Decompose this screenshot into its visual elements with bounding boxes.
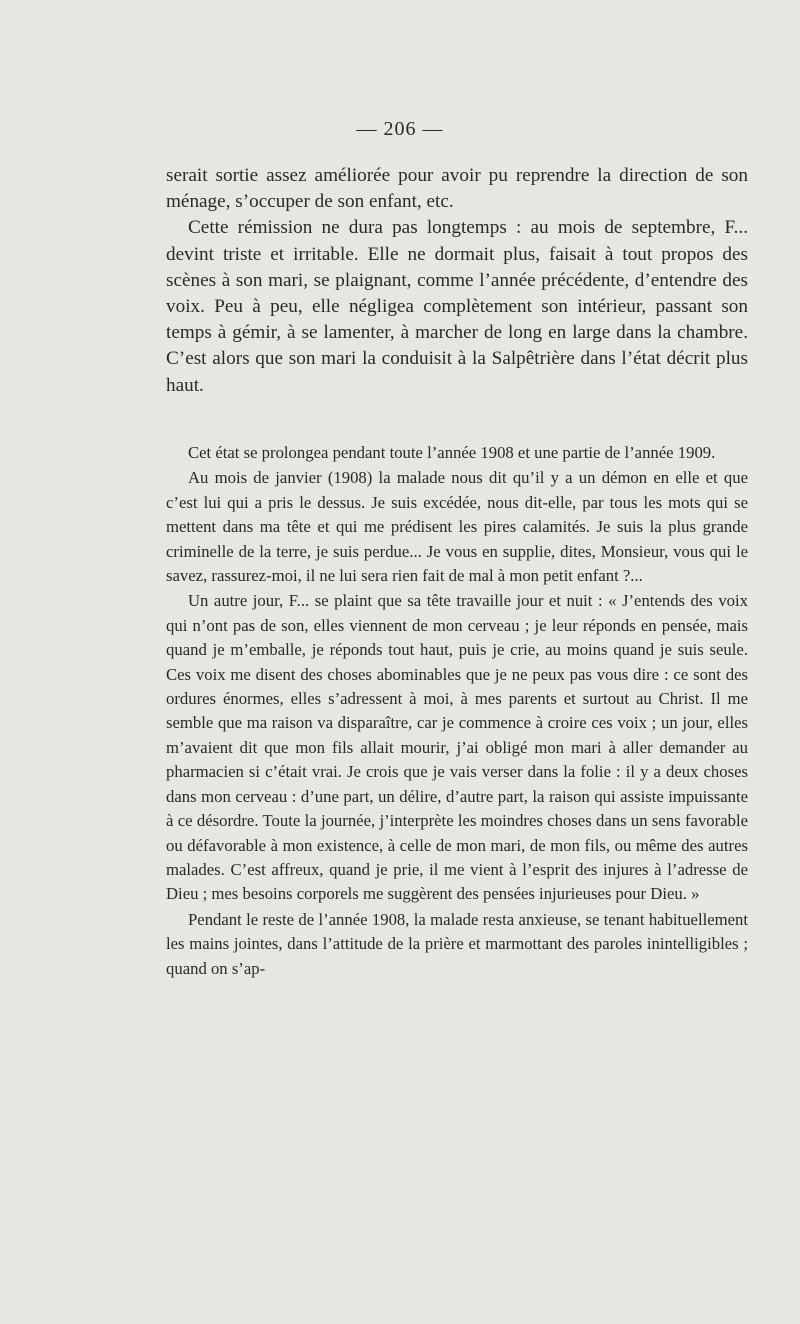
rest-of-year-paragraph: Pendant le reste de l’année 1908, la malade resta anxieuse, se tenant habituellement les mains jointes, dans l’attitude de la prière et marmottant des paroles inintelligibles ; quand on s’ap- xyxy=(166,909,748,978)
state-paragraph: Cet état se prolongea pendant toute l’année 1908 et une partie de l’année 1909. xyxy=(188,443,716,462)
january-paragraph: Au mois de janvier (1908) la malade nous dit qu’il y a un démon en elle et que c’est lui qui a pris le dessus. Je suis excédée, nous dit-elle, par tous les mots qui se mettent dans ma tête et qui me prédisent les pires calamités. Je suis la plus grande criminelle de la terre, je suis perdue... Je vous en supplie, dites, Monsieur, vous qui le savez, rassurez-moi, il ne lui sera rien fait de mal à mon petit enfant ?... xyxy=(166,468,748,586)
small-text-block xyxy=(166,441,748,981)
page-number: — 206 — xyxy=(356,118,444,140)
voices-paragraph: Un autre jour, F... se plaint que sa tête travaille jour et nuit : « J’entends des voix qui n’ont pas de son, elles viennent de mon cerveau ; je leur réponds en pensée, mais quand je m’emballe, je réponds tout haut, puis je crie, au moins quand je suis seule. Ces voix me disent des choses abominables que je ne peux pas vous dire : ce sont des ordures énormes, elles s’adressent à moi, à mes parents et surtout au Christ. Il me semble que ma raison va disparaître, car je commence à croire ces voix ; un jour, elles m’avaient dit que mon fils allait mourir, j’ai obligé mon mari à aller demander au pharmacien si c’était vrai. Je crois que je vais verser dans la folie : il y a deux choses dans mon cerveau : d’une part, un délire, d’autre part, la raison qui assiste impuissante à ce désordre. Toute la journée, j’interprète les moindres choses dans un sens favorable ou défavorable à mon existence, à celle de mon mari, de mon fils, ou même des autres malades. C’est affreux, quand je prie, il me vient à l’esprit des injures à l’adresse de Dieu ; mes besoins corporels me suggèrent des pensées injurieuses pour Dieu. » xyxy=(166,591,748,904)
large-text-block xyxy=(166,163,748,399)
continued-paragraph: serait sortie assez améliorée pour avoir pu reprendre la direction de son ménage, s’occuper de son enfant, etc. xyxy=(166,165,748,213)
remission-paragraph: Cette rémission ne dura pas longtemps : au mois de septembre, F... devint triste et irritable. Elle ne dormait plus, faisait à tout propos des scènes à son mari, se plaignant, comme l’année précédente, d’entendre des voix. Peu à peu, elle négligea complètement son intérieur, passant son temps à gémir, à se lamenter, à marcher de long en large dans la chambre. C’est alors que son mari la conduisit à la Salpêtrière dans l’état décrit plus haut. xyxy=(166,217,748,396)
